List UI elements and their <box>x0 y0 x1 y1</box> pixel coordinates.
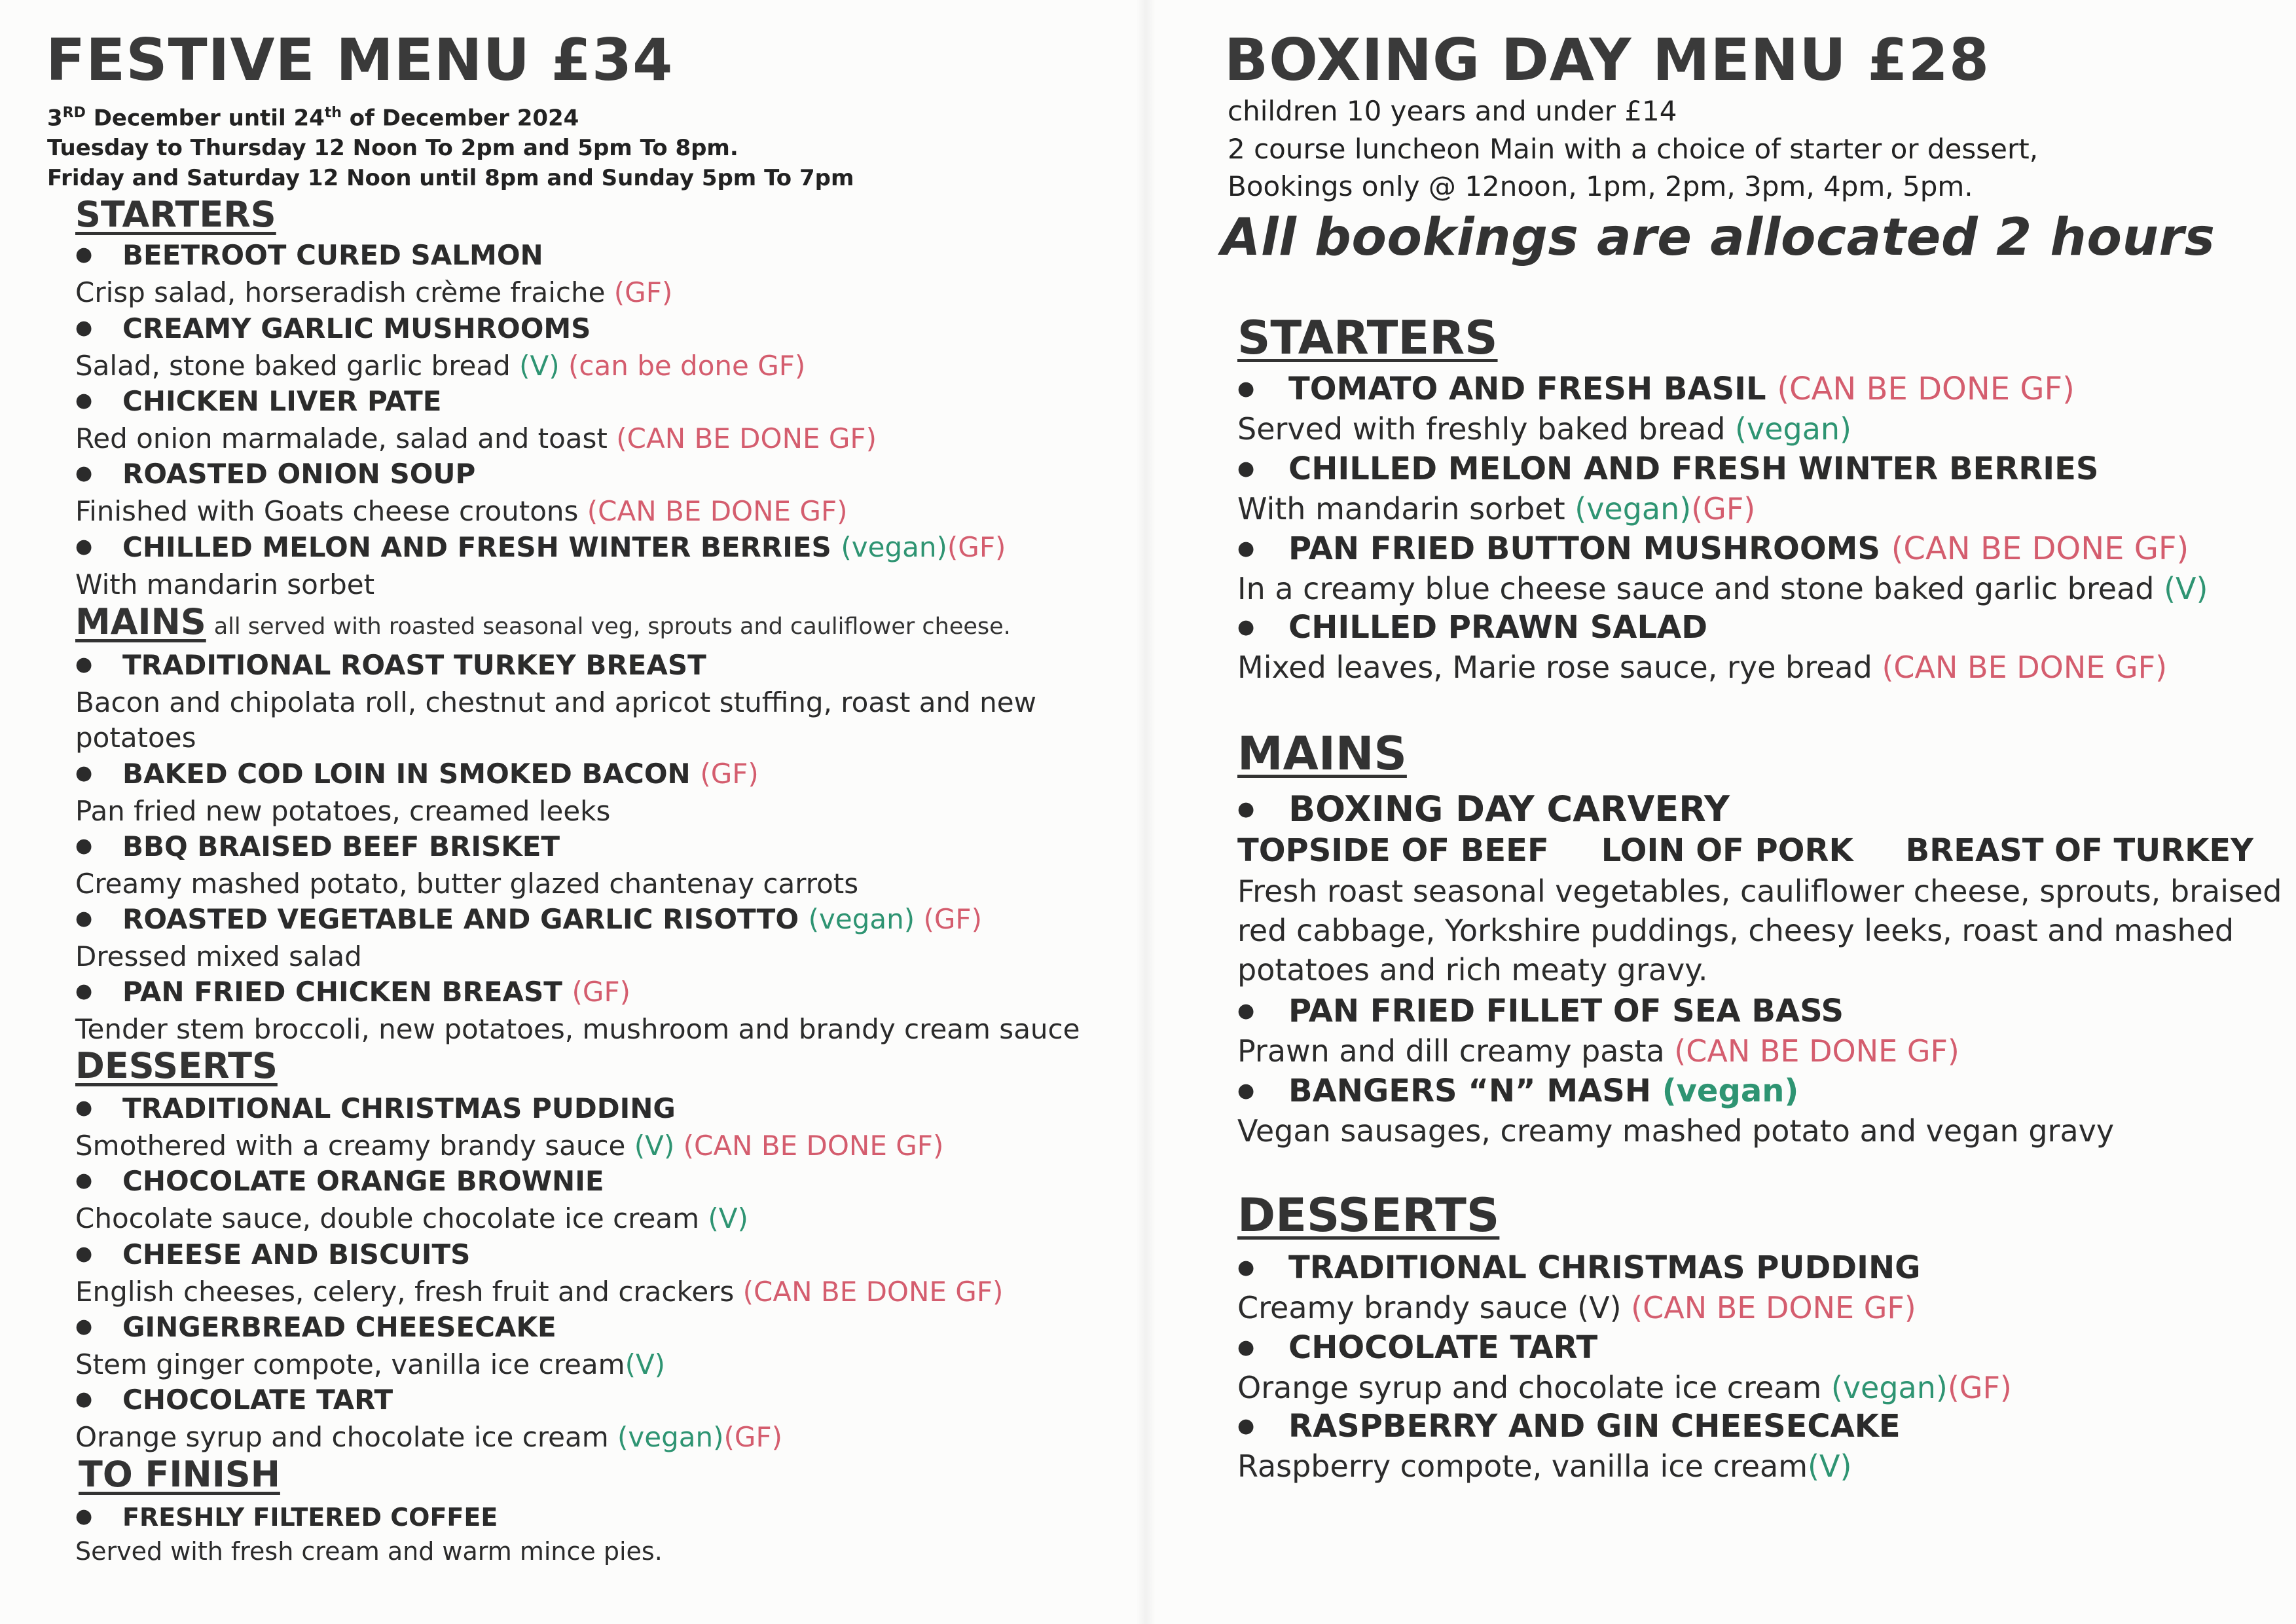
festive-main-1-name: ● TRADITIONAL ROAST TURKEY BREAST <box>75 649 706 681</box>
boxing-dessert-3-name: ● RASPBERRY AND GIN CHEESECAKE <box>1237 1408 1901 1445</box>
festive-mains-heading: MAINS all served with roasted seasonal veg, sprouts and cauliflower cheese. <box>75 601 1011 642</box>
festive-finish-1-name: ● FRESHLY FILTERED COFFEE <box>75 1503 498 1532</box>
boxing-carvery-desc-3: potatoes and rich meaty gravy. <box>1237 952 1708 987</box>
festive-main-2-name: ● BAKED COD LOIN IN SMOKED BACON (GF) <box>75 758 759 790</box>
boxing-starter-1-name: ● TOMATO AND FRESH BASIL (CAN BE DONE GF) <box>1237 371 2075 407</box>
festive-hours-weekday: Tuesday to Thursday 12 Noon To 2pm and 5pm To 8pm. <box>47 135 738 161</box>
festive-main-1-desc-2: potatoes <box>75 722 196 754</box>
festive-finish-heading: TO FINISH <box>79 1454 280 1495</box>
festive-dates: 3RD December until 24th of December 2024 <box>47 105 579 132</box>
boxing-main-2-name: ● PAN FRIED FILLET OF SEA BASS <box>1237 993 1844 1029</box>
festive-dessert-5-name: ● CHOCOLATE TART <box>75 1384 393 1416</box>
boxing-carvery-name: ● BOXING DAY CARVERY <box>1237 788 1730 830</box>
festive-dessert-1-name: ● TRADITIONAL CHRISTMAS PUDDING <box>75 1092 676 1124</box>
festive-main-2-desc: Pan fried new potatoes, creamed leeks <box>75 795 611 827</box>
festive-dessert-3-desc: English cheeses, celery, fresh fruit and crackers (CAN BE DONE GF) <box>75 1276 1004 1308</box>
festive-dessert-5-desc: Orange syrup and chocolate ice cream (vegan)(GF) <box>75 1421 782 1453</box>
boxing-allocation-notice: All bookings are allocated 2 hours <box>1221 208 2215 267</box>
festive-main-1-desc: Bacon and chipolata roll, chestnut and apricot stuffing, roast and new <box>75 686 1036 718</box>
festive-starter-4-desc: Finished with Goats cheese croutons (CAN BE DONE GF) <box>75 495 848 527</box>
carvery-cut-beef: TOPSIDE OF BEEF <box>1237 832 1549 869</box>
festive-dessert-1-desc: Smothered with a creamy brandy sauce (V) (CAN BE DONE GF) <box>75 1130 944 1162</box>
festive-main-4-desc: Dressed mixed salad <box>75 940 362 972</box>
boxing-carvery-desc-1: Fresh roast seasonal vegetables, cauliflower cheese, sprouts, braised <box>1237 874 2282 909</box>
festive-dessert-3-name: ● CHEESE AND BISCUITS <box>75 1238 471 1270</box>
boxing-mains-heading: MAINS <box>1237 727 1407 781</box>
boxing-carvery-desc-2: red cabbage, Yorkshire puddings, cheesy leeks, roast and mashed <box>1237 913 2234 948</box>
festive-main-5-desc: Tender stem broccoli, new potatoes, mushroom and brandy cream sauce <box>75 1013 1080 1045</box>
boxing-starter-2-name: ● CHILLED MELON AND FRESH WINTER BERRIES <box>1237 451 2099 487</box>
boxing-starter-3-name: ● PAN FRIED BUTTON MUSHROOMS (CAN BE DONE GF) <box>1237 530 2189 567</box>
boxing-starters-heading: STARTERS <box>1237 311 1498 365</box>
carvery-cut-pork: LOIN OF PORK <box>1601 832 1853 869</box>
boxing-dessert-1-name: ● TRADITIONAL CHRISTMAS PUDDING <box>1237 1249 1921 1286</box>
boxing-main-2-desc: Prawn and dill creamy pasta (CAN BE DONE GF) <box>1237 1033 1959 1069</box>
festive-menu-panel <box>0 0 1146 1624</box>
festive-starter-4-name: ● ROASTED ONION SOUP <box>75 458 476 490</box>
festive-main-3-desc: Creamy mashed potato, butter glazed chantenay carrots <box>75 868 859 900</box>
festive-menu-title: FESTIVE MENU £34 <box>46 26 674 94</box>
festive-dessert-4-name: ● GINGERBREAD CHEESECAKE <box>75 1311 556 1343</box>
boxing-day-menu-panel <box>1146 0 2296 1624</box>
festive-starter-1-desc: Crisp salad, horseradish crème fraiche (GF) <box>75 276 673 308</box>
festive-desserts-heading: DESSERTS <box>75 1045 278 1086</box>
boxing-main-3-desc: Vegan sausages, creamy mashed potato and vegan gravy <box>1237 1113 2115 1149</box>
boxing-booking-times: Bookings only @ 12noon, 1pm, 2pm, 3pm, 4pm, 5pm. <box>1228 170 1973 202</box>
festive-main-5-name: ● PAN FRIED CHICKEN BREAST (GF) <box>75 976 631 1008</box>
festive-starter-5-desc: With mandarin sorbet <box>75 568 375 600</box>
festive-hours-weekend: Friday and Saturday 12 Noon until 8pm and Sunday 5pm To 7pm <box>47 165 854 191</box>
festive-starter-2-desc: Salad, stone baked garlic bread (V) (can be done GF) <box>75 350 806 382</box>
boxing-starter-4-name: ● CHILLED PRAWN SALAD <box>1237 609 1708 646</box>
boxing-dessert-3-desc: Raspberry compote, vanilla ice cream(V) <box>1237 1449 1852 1484</box>
boxing-starter-2-desc: With mandarin sorbet (vegan)(GF) <box>1237 491 1756 526</box>
festive-starters-heading: STARTERS <box>75 194 276 235</box>
festive-starter-3-name: ● CHICKEN LIVER PATE <box>75 385 442 417</box>
festive-dessert-2-name: ● CHOCOLATE ORANGE BROWNIE <box>75 1165 604 1197</box>
festive-starter-3-desc: Red onion marmalade, salad and toast (CAN BE DONE GF) <box>75 422 877 454</box>
festive-dessert-2-desc: Chocolate sauce, double chocolate ice cream (V) <box>75 1202 748 1234</box>
boxing-carvery-cuts <box>1237 832 2296 869</box>
boxing-dessert-2-name: ● CHOCOLATE TART <box>1237 1329 1598 1366</box>
boxing-starter-4-desc: Mixed leaves, Marie rose sauce, rye bread (CAN BE DONE GF) <box>1237 650 2168 685</box>
festive-main-3-name: ● BBQ BRAISED BEEF BRISKET <box>75 830 560 862</box>
boxing-luncheon-info: 2 course luncheon Main with a choice of starter or dessert, <box>1228 133 2039 165</box>
festive-dessert-4-desc: Stem ginger compote, vanilla ice cream(V) <box>75 1348 666 1380</box>
carvery-cut-turkey: BREAST OF TURKEY <box>1905 832 2253 869</box>
boxing-children-price: children 10 years and under £14 <box>1228 95 1677 127</box>
boxing-dessert-1-desc: Creamy brandy sauce (V) (CAN BE DONE GF) <box>1237 1290 1916 1325</box>
festive-starter-1-name: ● BEETROOT CURED SALMON <box>75 239 543 271</box>
boxing-starter-3-desc: In a creamy blue cheese sauce and stone baked garlic bread (V) <box>1237 571 2208 606</box>
boxing-main-3-name: ● BANGERS “N” MASH (vegan) <box>1237 1073 1799 1109</box>
boxing-starter-1-desc: Served with freshly baked bread (vegan) <box>1237 411 1852 447</box>
festive-starter-5-name: ● CHILLED MELON AND FRESH WINTER BERRIES (vegan)(GF) <box>75 531 1006 563</box>
festive-finish-1-desc: Served with fresh cream and warm mince pies. <box>75 1537 663 1566</box>
festive-main-4-name: ● ROASTED VEGETABLE AND GARLIC RISOTTO (vegan) (GF) <box>75 903 982 935</box>
festive-starter-2-name: ● CREAMY GARLIC MUSHROOMS <box>75 312 591 344</box>
boxing-menu-title: BOXING DAY MENU £28 <box>1224 26 1990 94</box>
boxing-desserts-heading: DESSERTS <box>1237 1189 1500 1242</box>
boxing-dessert-2-desc: Orange syrup and chocolate ice cream (vegan)(GF) <box>1237 1370 2012 1405</box>
